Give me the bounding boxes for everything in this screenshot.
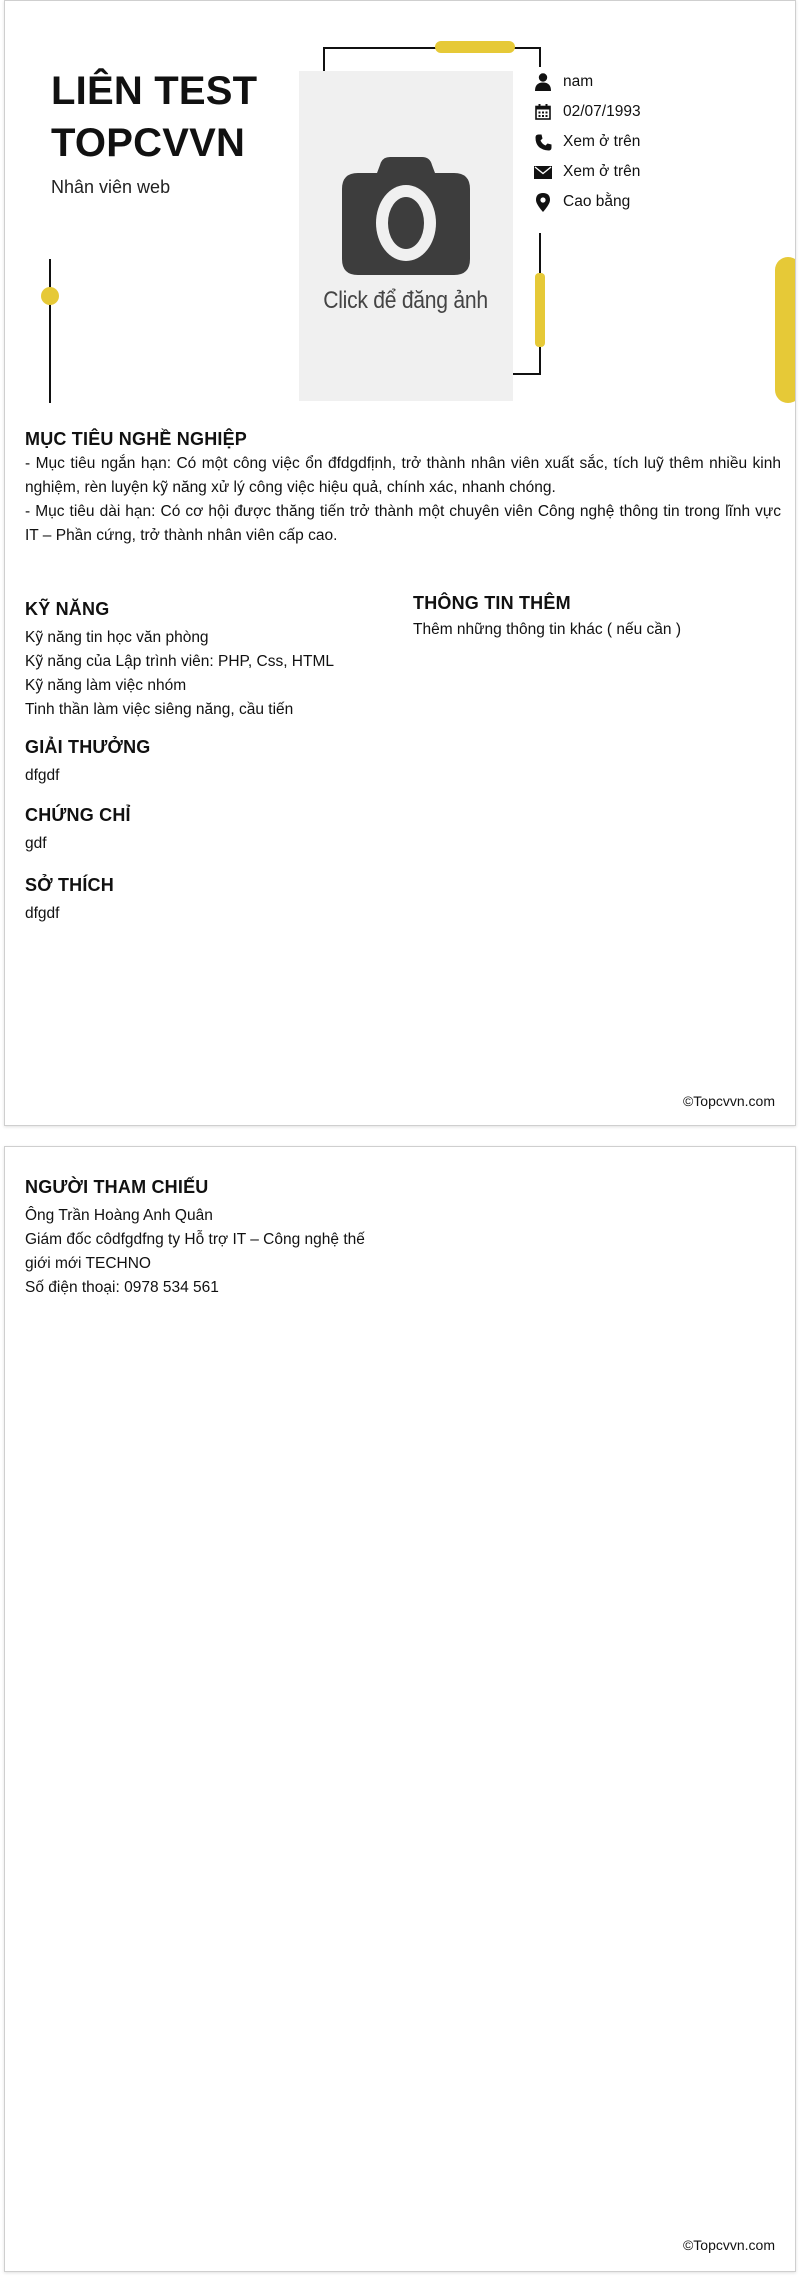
address-value: Cao bằng [563,193,631,210]
phone-icon [533,132,553,152]
header-frame-line [323,47,325,73]
references-section [25,1177,425,1300]
timeline-line [49,259,51,403]
awards-text: dfgdf [25,767,60,784]
accent-bar-right [535,273,545,347]
skill-item: Kỹ năng làm việc nhóm [25,677,187,694]
birthday-value: 02/07/1993 [563,103,641,120]
skill-item: Kỹ năng của Lập trình viên: PHP, Css, HTML [25,653,335,670]
footer-copyright: ©Topcvvn.com [682,1093,775,1109]
name-line-1: LIÊN TEST [51,69,258,113]
location-icon [533,192,553,212]
skill-item: Kỹ năng tin học văn phòng [25,629,209,646]
skill-item: Tinh thần làm việc siêng năng, cầu tiến [25,701,294,718]
gender-value: nam [563,73,594,90]
contact-info [533,67,773,217]
extra-info-text: Thêm những thông tin khác ( nếu cần ) [413,621,682,638]
reference-line: Ông Trần Hoàng Anh Quân [25,1207,213,1224]
phone-value: Xem ở trên [563,133,641,150]
contact-phone [533,127,773,157]
hobbies-section [25,875,385,926]
section-title: GIẢI THƯỞNG [25,737,151,757]
section-title: NGƯỜI THAM CHIẾU [25,1177,209,1197]
contact-address [533,187,773,217]
email-value: Xem ở trên [563,163,641,180]
photo-upload-label: Click để đăng ảnh [323,287,489,314]
section-title: THÔNG TIN THÊM [413,593,571,613]
contact-birthday [533,97,773,127]
footer-copyright: ©Topcvvn.com [682,2237,775,2253]
contact-gender [533,67,773,97]
reference-line: giới mới TECHNO [25,1255,151,1272]
section-title: MỤC TIÊU NGHỀ NGHIỆP [25,429,248,449]
timeline-dot [41,287,59,305]
calendar-icon [533,102,553,122]
objective-long-term: - Mục tiêu dài hạn: Có cơ hội được thăng tiến trở thành một chuyên viên Công nghệ thông tin trong lĩnh vực IT – Phần cứng, trở thành nhân viên cấp cao. [25,503,781,544]
job-title: Nhân viên web [51,177,171,197]
extra-info-section [413,593,773,642]
cv-page-2 [4,1146,796,2272]
section-title: SỞ THÍCH [25,875,114,895]
skills-section [25,599,385,722]
accent-edge-bar [775,257,796,403]
person-icon [533,72,553,92]
cv-page-1 [4,0,796,1126]
section-title: KỸ NĂNG [25,599,110,619]
name-line-2: TOPCVVN [51,121,246,165]
objective-short-term: - Mục tiêu ngắn hạn: Có một công việc ổn đfdgdfịnh, trở thành nhân viên xuất sắc, tích luỹ thêm nhiều kinh nghiệm, rèn luyện kỹ năng xử lý công việc hiệu quả, chính xác, nhanh chóng. [25,455,781,496]
header-frame-line [539,47,541,67]
contact-email [533,157,773,187]
reference-line: Giám đốc côdfgdfng ty Hỗ trợ IT – Công nghệ thế [25,1231,365,1248]
email-icon [533,162,553,182]
section-title: CHỨNG CHỈ [25,805,131,825]
career-objective-section [25,429,781,548]
photo-upload[interactable] [299,71,513,401]
certificates-section [25,805,385,856]
candidate-name [51,65,311,169]
certificates-text: gdf [25,835,47,852]
reference-line: Số điện thoại: 0978 534 561 [25,1279,219,1296]
accent-bar-top [435,41,515,53]
awards-section [25,737,385,788]
hobbies-text: dfgdf [25,905,60,922]
camera-icon [342,157,470,275]
